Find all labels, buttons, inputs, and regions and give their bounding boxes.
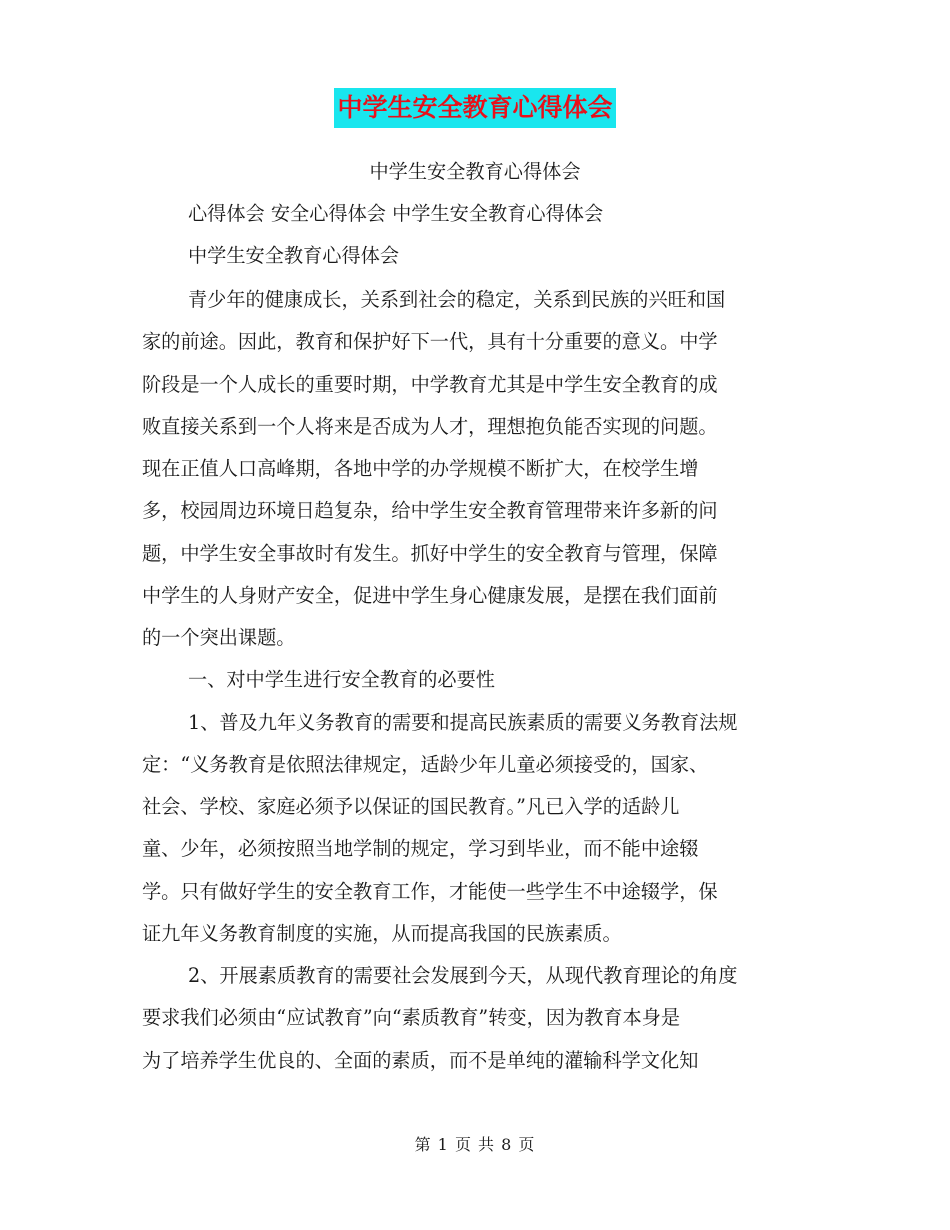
body-line: 定：“义务教育是依照法律规定，适龄少年儿童必须接受的，国家、 xyxy=(142,753,709,776)
section-heading: 中学生安全教育心得体会 xyxy=(188,244,400,267)
body-line: 败直接关系到一个人将来是否成为人才，理想抱负能否实现的问题。 xyxy=(142,415,718,438)
page-footer: 第 1 页 共 8 页 xyxy=(414,1135,536,1154)
body-line: 为了培养学生优良的、全面的素质，而不是单纯的灌输科学文化知 xyxy=(142,1049,699,1072)
body-line: 2、开展素质教育的需要社会发展到今天，从现代教育理论的角度 xyxy=(188,964,738,987)
body-line: 证九年义务教育制度的实施，从而提高我国的民族素质。 xyxy=(142,922,622,945)
body-line: 要求我们必须由“应试教育”向“素质教育”转变，因为教育本身是 xyxy=(142,1006,681,1029)
body-line: 题，中学生安全事故时有发生。抓好中学生的安全教育与管理，保障 xyxy=(142,542,718,565)
body-line: 阶段是一个人成长的重要时期，中学教育尤其是中学生安全教育的成 xyxy=(142,373,718,396)
body-line: 的一个突出课题。 xyxy=(142,626,296,649)
body-line: 1、普及九年义务教育的需要和提高民族素质的需要义务教育法规 xyxy=(188,711,738,734)
body-line: 学。只有做好学生的安全教育工作，才能使一些学生不中途辍学，保 xyxy=(142,880,718,903)
title-wrap xyxy=(0,88,950,128)
body-line: 家的前途。因此，教育和保护好下一代，具有十分重要的意义。中学 xyxy=(142,330,718,353)
body-line: 社会、学校、家庭必须予以保证的国民教育。”凡已入学的适龄儿 xyxy=(142,795,680,818)
document-title: 中学生安全教育心得体会 xyxy=(334,88,615,128)
subtitle: 中学生安全教育心得体会 xyxy=(369,160,581,183)
section-subheading: 一、对中学生进行安全教育的必要性 xyxy=(188,668,495,691)
body-line: 青少年的健康成长，关系到社会的稳定，关系到民族的兴旺和国 xyxy=(188,288,726,311)
body-line: 现在正值人口高峰期，各地中学的办学规模不断扩大，在校学生增 xyxy=(142,457,699,480)
keywords-line: 心得体会 安全心得体会 中学生安全教育心得体会 xyxy=(188,202,604,225)
body-line: 中学生的人身财产安全，促进中学生身心健康发展，是摆在我们面前 xyxy=(142,584,718,607)
body-line: 多，校园周边环境日趋复杂，给中学生安全教育管理带来许多新的问 xyxy=(142,499,718,522)
body-line: 童、少年，必须按照当地学制的规定，学习到毕业，而不能中途辍 xyxy=(142,837,699,860)
